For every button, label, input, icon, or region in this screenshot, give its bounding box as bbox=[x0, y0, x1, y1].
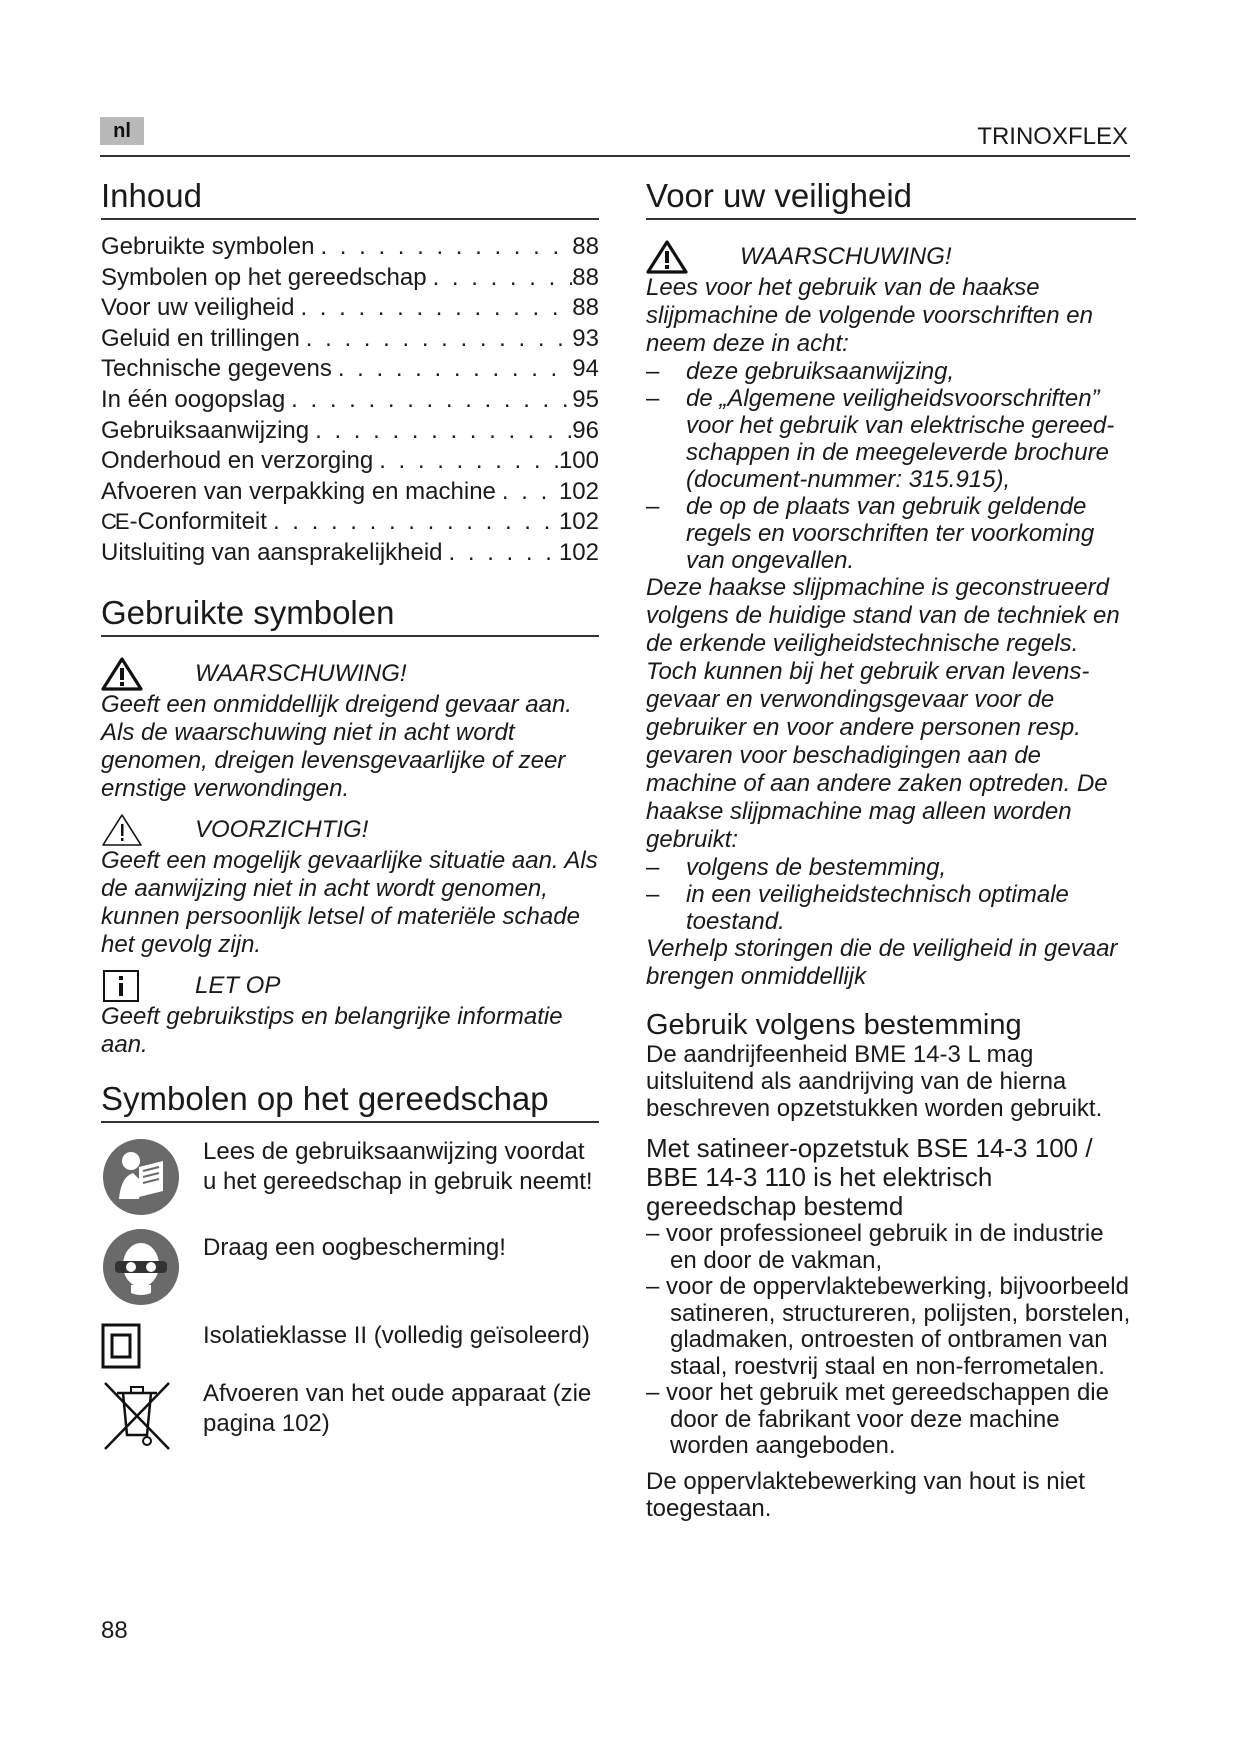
crossed-bin-icon bbox=[101, 1379, 181, 1451]
usage-subtitle: Met satineer-opzetstuk BSE 14-3 100 / BBE 14-3 110 is het elektrisch gereedschap bestemd bbox=[646, 1133, 1093, 1221]
tool-symbols-title: Symbolen op het gereedschap bbox=[101, 1079, 599, 1123]
warning-header bbox=[101, 657, 599, 691]
toc-entry[interactable] bbox=[101, 477, 599, 508]
usage-closing: De oppervlaktebewerking van hout is niet toegestaan. bbox=[646, 1467, 1085, 1522]
toc-entry[interactable] bbox=[101, 507, 599, 538]
info-icon bbox=[101, 969, 143, 1003]
toc-entry[interactable] bbox=[101, 354, 599, 385]
header-divider bbox=[100, 155, 1130, 157]
list-item: – de „Algemene veiligheidsvoorschriften” voor het gebruik van elektrische gereed-schappen in de meegeleverde brochure (document-nummer: 315.915), bbox=[646, 385, 1115, 493]
toc-page: 96 bbox=[572, 416, 599, 444]
safety-warning-header bbox=[646, 240, 1136, 274]
list-item: – in een veiligheidstechnisch optimale toestand. bbox=[646, 881, 1069, 935]
safety-title: Voor uw veiligheid bbox=[646, 176, 1136, 220]
toc-page: 88 bbox=[572, 233, 599, 260]
toc-page: 94 bbox=[572, 355, 599, 383]
brand-name: TRINOXFLEX bbox=[977, 123, 1128, 150]
toc-label: Technische gegevens bbox=[101, 355, 332, 383]
tool-symbol-row bbox=[101, 1321, 599, 1373]
list-item: – de op de plaats van gebruik geldende regels en voorschriften ter voorkoming van ongevallen. bbox=[646, 493, 1095, 574]
toc-entry[interactable] bbox=[101, 293, 599, 324]
usage-list bbox=[646, 1221, 1136, 1460]
toc-label: Geluid en trillingen bbox=[101, 324, 300, 352]
toc-entry[interactable] bbox=[101, 446, 599, 477]
usage-title: Gebruik volgens bestemming bbox=[646, 1009, 1022, 1041]
toc-label: Gebruikte symbolen bbox=[101, 233, 315, 260]
list-item: – voor professioneel gebruik in de industrie en door de vakman, bbox=[646, 1220, 1104, 1274]
tool-symbol-text: Isolatieklasse II (volledig geïsoleerd) bbox=[203, 1321, 590, 1349]
toc-entry[interactable] bbox=[101, 416, 599, 447]
toc-page: 102 bbox=[558, 508, 599, 536]
tool-symbol-row bbox=[101, 1227, 599, 1307]
caution-header bbox=[101, 813, 599, 847]
toc-label: Afvoeren van verpakking en machine bbox=[101, 477, 496, 505]
toc-label: Onderhoud en verzorging bbox=[101, 447, 374, 475]
page-number: 88 bbox=[101, 1617, 128, 1644]
symbols-section-title: Gebruikte symbolen bbox=[101, 593, 599, 637]
toc-label: Gebruiksaanwijzing bbox=[101, 416, 310, 444]
usage-text: De aandrijfeenheid BME 14-3 L mag uitsluitend als aandrijving van de hierna beschreven opzetstukken worden gebruikt. bbox=[646, 1041, 1103, 1122]
list-item: – voor de oppervlaktebewerking, bijvoorbeeld satineren, structureren, polijsten, borstelen, gladmaken, ontroesten of ontbramen van staal, roestvrij staal en non-ferrometalen. bbox=[646, 1273, 1131, 1380]
right-column bbox=[646, 176, 1136, 1522]
toc-page: 100 bbox=[558, 447, 599, 475]
toc-page: 95 bbox=[572, 385, 599, 413]
tool-symbol-row bbox=[101, 1379, 599, 1451]
toc-title: Inhoud bbox=[101, 176, 599, 220]
table-of-contents bbox=[101, 232, 599, 569]
toc-label: Symbolen op het gereedschap bbox=[101, 263, 427, 291]
safety-intro: Lees voor het gebruik van de haakse slijpmachine de volgende voorschriften en neem deze in acht: bbox=[646, 274, 1093, 357]
tool-symbol-text: Lees de gebruiksaanwijzing voordat u het gereedschap in gebruik neemt! bbox=[203, 1137, 593, 1195]
toc-page: 102 bbox=[558, 477, 599, 505]
caution-triangle-icon bbox=[101, 813, 143, 847]
toc-entry[interactable] bbox=[101, 324, 599, 355]
language-badge: nl bbox=[100, 117, 144, 145]
caution-label: VOORZICHTIG! bbox=[195, 815, 369, 843]
list-item: – volgens de bestemming, bbox=[646, 854, 947, 881]
tool-symbol-row bbox=[101, 1137, 599, 1217]
safety-list-2 bbox=[646, 854, 1136, 935]
note-label: LET OP bbox=[195, 971, 281, 999]
eye-protection-icon bbox=[101, 1227, 181, 1307]
list-item: – deze gebruiksaanwijzing, bbox=[646, 358, 955, 385]
note-text: Geeft gebruikstips en belangrijke informatie aan. bbox=[101, 1002, 563, 1058]
caution-text: Geeft een mogelijk gevaarlijke situatie aan. Als de aanwijzing niet in acht wordt genomen, kunnen persoonlijk letsel of materiële schade het gevolg zijn. bbox=[101, 846, 598, 958]
toc-entry[interactable] bbox=[101, 385, 599, 416]
tool-symbol-text: Afvoeren van het oude apparaat (zie pagina 102) bbox=[203, 1379, 592, 1437]
toc-label: Uitsluiting van aansprakelijkheid bbox=[101, 538, 443, 566]
warning-text: Geeft een onmiddellijk dreigend gevaar aan. Als de waarschuwing niet in acht wordt genomen, dreigen levensgevaarlijke of zeer ernstige verwondingen. bbox=[101, 690, 572, 802]
warning-label: WAARSCHUWING! bbox=[740, 243, 952, 270]
toc-label: Voor uw veiligheid bbox=[101, 294, 295, 322]
toc-page: 93 bbox=[572, 324, 599, 352]
toc-label: In één oogopslag bbox=[101, 385, 286, 413]
safety-closing: Verhelp storingen die de veiligheid in gevaar brengen onmiddellijk bbox=[646, 935, 1118, 990]
left-column bbox=[101, 176, 599, 1451]
tool-symbol-text: Draag een oogbescherming! bbox=[203, 1233, 506, 1261]
toc-page: 88 bbox=[572, 263, 599, 291]
read-manual-icon bbox=[101, 1137, 181, 1217]
safety-list bbox=[646, 358, 1136, 574]
toc-entry[interactable] bbox=[101, 538, 599, 569]
list-item: – voor het gebruik met gereedschappen die door de fabrikant voor deze machine worden aangeboden. bbox=[646, 1379, 1109, 1459]
safety-paragraph: Deze haakse slijpmachine is geconstrueerd volgens de huidige stand van de techniek en de erkende veiligheidstechnische regels. Toch kunnen bij het gebruik ervan levens-gevaar en verwondingsgevaar voor de gebruiker en voor andere personen resp. gevaren voor beschadigingen aan de machine of aan andere zaken optreden. De haakse slijpmachine mag alleen worden gebruikt: bbox=[646, 574, 1120, 853]
toc-label: -Conformiteit bbox=[129, 508, 267, 536]
toc-page: 102 bbox=[558, 538, 599, 566]
warning-triangle-icon bbox=[101, 657, 143, 691]
insulation-class-icon bbox=[101, 1321, 181, 1373]
note-header bbox=[101, 969, 599, 1003]
toc-page: 88 bbox=[572, 294, 599, 322]
toc-entry[interactable] bbox=[101, 263, 599, 294]
warning-triangle-icon bbox=[646, 240, 688, 274]
warning-label: WAARSCHUWING! bbox=[195, 659, 407, 687]
ce-mark-icon: CE bbox=[101, 509, 128, 535]
toc-entry[interactable] bbox=[101, 232, 599, 263]
